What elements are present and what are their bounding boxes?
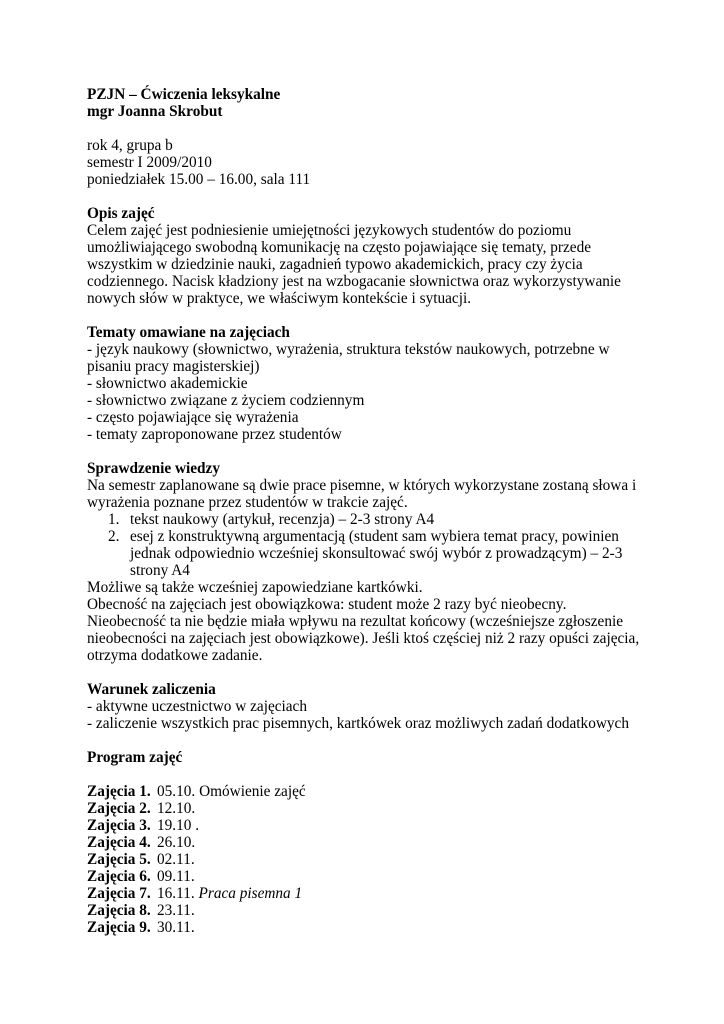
schedule-row <box>87 817 647 834</box>
session-date: 12.10. <box>157 800 196 817</box>
list-item: - aktywne uczestnictwo w zajęciach <box>87 698 307 715</box>
topics-heading: Tematy omawiane na zajęciach <box>87 324 290 341</box>
assessment-task-list <box>87 511 647 579</box>
list-number: 1. <box>108 511 120 528</box>
spacer <box>87 664 647 681</box>
spacer <box>87 766 647 783</box>
requirements-heading: Warunek zaliczenia <box>87 681 216 698</box>
time-room: poniedziałek 15.00 – 16.00, sala 111 <box>87 171 311 188</box>
session-label: Zajęcia 6. <box>87 868 151 885</box>
session-title: Omówienie zajęć <box>199 783 306 800</box>
schedule-row <box>87 834 647 851</box>
semester: semestr I 2009/2010 <box>87 154 212 171</box>
document-page <box>87 86 647 936</box>
session-date: 30.11. <box>157 919 195 936</box>
spacer <box>87 307 647 324</box>
list-item: - zaliczenie wszystkich prac pisemnych, kartkówek oraz możliwych zadań dodatkowych <box>87 715 629 732</box>
schedule-row <box>87 885 647 902</box>
attendance-note: Obecność na zajęciach jest obowiązkowa: student może 2 razy być nieobecny. Nieobecność ta nie będzie miała wpływu na rezultat końcowy (wcześniejsze zgłoszenie nieobecności na zajęciach jest obowiązkowe). Jeśli ktoś częściej niż 2 razy opuści zajęcia, otrzyma dodatkowe zadanie. <box>87 596 640 664</box>
list-item: - język naukowy (słownictwo, wyrażenia, struktura tekstów naukowych, potrzebne w pisaniu pracy magisterskiej) <box>87 341 610 375</box>
spacer <box>87 443 647 460</box>
assessment-intro: Na semestr zaplanowane są dwie prace pisemne, w których wykorzystane zostaną słowa i wyrażenia poznane przez studentów w trakcie zajęć. <box>87 477 637 511</box>
year-group: rok 4, grupa b <box>87 137 173 154</box>
session-title: Praca pisemna 1 <box>198 885 303 902</box>
description-heading: Opis zajęć <box>87 205 155 222</box>
task-text: esej z konstruktywną argumentacją (student sam wybiera temat pracy, powinien jednak odpowiednio wcześniej skonsultować swój wybór z prowadzącym) – 2-3 strony A4 <box>130 528 623 579</box>
schedule-row <box>87 800 647 817</box>
spacer <box>87 120 647 137</box>
session-label: Zajęcia 7. <box>87 885 151 902</box>
session-date: 23.11. <box>157 902 195 919</box>
list-item: - słownictwo związane z życiem codziennym <box>87 392 365 409</box>
schedule-row <box>87 919 647 936</box>
task-text: tekst naukowy (artykuł, recenzja) – 2-3 strony A4 <box>130 511 435 528</box>
assessment-heading: Sprawdzenie wiedzy <box>87 460 220 477</box>
topics-list <box>87 341 647 443</box>
schedule-row <box>87 868 647 885</box>
teacher-name: mgr Joanna Skrobut <box>87 103 223 120</box>
session-date: 02.11. <box>157 851 195 868</box>
list-item <box>87 511 647 528</box>
program-heading: Program zajęć <box>87 749 183 766</box>
schedule-row <box>87 851 647 868</box>
schedule-row <box>87 783 647 800</box>
course-title: PZJN – Ćwiczenia leksykalne <box>87 86 281 103</box>
session-date: 19.10 . <box>157 817 200 834</box>
quizzes-note: Możliwe są także wcześniej zapowiedziane kartkówki. <box>87 579 423 596</box>
list-item: - słownictwo akademickie <box>87 375 248 392</box>
list-item <box>87 528 647 579</box>
spacer <box>87 732 647 749</box>
session-label: Zajęcia 9. <box>87 919 151 936</box>
program-schedule <box>87 783 647 936</box>
session-label: Zajęcia 5. <box>87 851 151 868</box>
list-item: - często pojawiające się wyrażenia <box>87 409 299 426</box>
session-label: Zajęcia 4. <box>87 834 151 851</box>
session-label: Zajęcia 1. <box>87 783 151 800</box>
session-label: Zajęcia 2. <box>87 800 151 817</box>
description-text: Celem zajęć jest podniesienie umiejętności językowych studentów do poziomu umożliwiającego swobodną komunikację na często pojawiające się tematy, przede wszystkim w dziedzinie nauki, zagadnień typowo akademickich, pracy czy życia codziennego. Nacisk kładziony jest na wzbogacanie słownictwa oraz wykorzystywanie nowych słów w praktyce, we właściwym kontekście i sytuacji. <box>87 222 621 307</box>
session-date: 05.10. <box>157 783 196 800</box>
session-date: 09.11. <box>157 868 195 885</box>
session-label: Zajęcia 3. <box>87 817 151 834</box>
spacer <box>87 188 647 205</box>
list-number: 2. <box>108 528 120 545</box>
list-item: - tematy zaproponowane przez studentów <box>87 426 342 443</box>
session-label: Zajęcia 8. <box>87 902 151 919</box>
session-date: 16.11. <box>157 885 195 902</box>
session-date: 26.10. <box>157 834 196 851</box>
schedule-row <box>87 902 647 919</box>
